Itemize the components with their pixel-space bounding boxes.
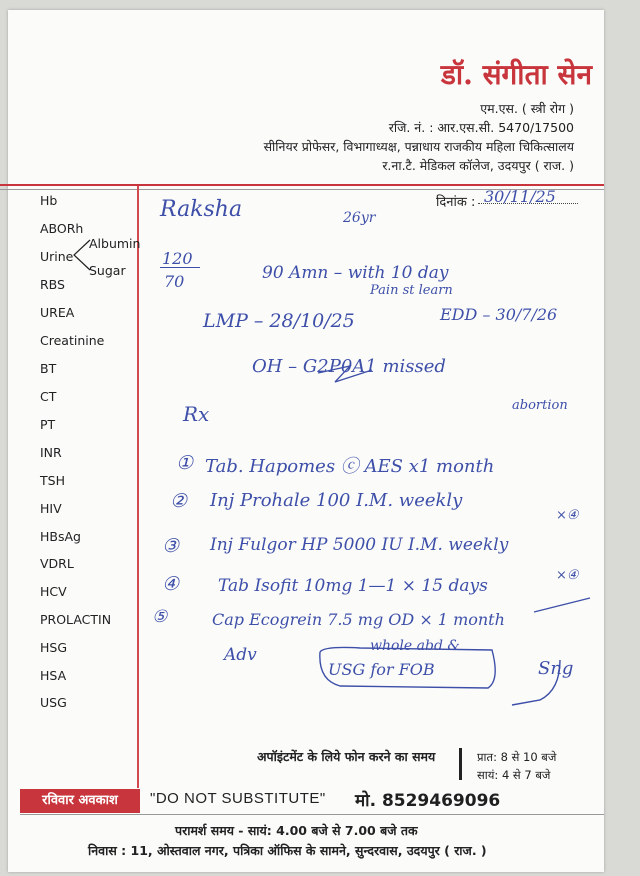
test-hsa: HSA — [40, 668, 67, 683]
date-value: 30/11/25 — [484, 187, 556, 206]
med-2-duration: ×④ — [556, 508, 579, 523]
test-bt: BT — [40, 361, 57, 376]
med-4: Tab Isofit 10mg 1—1 × 15 days — [218, 576, 488, 596]
registration-number: रजि. नं. : आर.एस.सी. 5470/17500 — [388, 120, 574, 135]
med-3-number: ③ — [162, 535, 180, 557]
appointment-label: अपॉइंटमेंट के लिये फोन करने का समय — [257, 749, 436, 764]
time-bracket — [459, 748, 468, 780]
med-2: Inj Prohale 100 I.M. weekly — [210, 490, 463, 511]
test-pt: PT — [40, 417, 56, 432]
doctor-name: डॉ. संगीता सेन — [440, 58, 592, 91]
test-rbs: RBS — [40, 277, 65, 292]
doctor-signature: Sng — [538, 658, 574, 679]
test-creatinine: Creatinine — [40, 333, 105, 348]
patient-name: Raksha — [160, 197, 243, 222]
usg-advice-1: whole abd & — [370, 638, 460, 654]
test-hbsag: HBsAg — [40, 529, 81, 544]
test-sugar: Sugar — [89, 263, 126, 278]
test-vdrl: VDRL — [40, 556, 74, 571]
test-albumin: Albumin — [89, 236, 141, 251]
test-hb: Hb — [40, 193, 58, 208]
test-urine: Urine — [40, 249, 74, 264]
residence-address: निवास : 11, ओस्तवाल नगर, पत्रिका ऑफिस के सामने, सुन्दरवास, उदयपुर ( राज. ) — [88, 843, 487, 858]
test-usg: USG — [40, 695, 67, 710]
test-hiv: HIV — [40, 501, 62, 516]
date-label: दिनांक : — [436, 195, 476, 210]
test-hsg: HSG — [40, 640, 68, 655]
morning-hours: प्रात: 8 से 10 बजे — [477, 750, 557, 764]
med-1-number: ① — [176, 452, 194, 474]
med-2-number: ② — [170, 490, 188, 512]
bp-diastolic: 70 — [164, 272, 185, 291]
med-3: Inj Fulgor HP 5000 IU I.M. weekly — [210, 535, 509, 555]
mobile-number: मो. 8529469096 — [355, 791, 501, 811]
patient-age: 26yr — [343, 210, 376, 226]
designation: सीनियर प्रोफेसर, विभागाध्यक्ष, पन्नाधाय राजकीय महिला चिकित्सालय — [263, 139, 574, 154]
complaint-note-2: Pain st learn — [370, 283, 453, 298]
lmp-note: LMP – 28/10/25 — [203, 310, 355, 332]
med-3-duration: ×④ — [556, 568, 579, 583]
footer-divider — [20, 814, 604, 815]
bp-systolic: 120 — [162, 249, 193, 268]
evening-hours: सायं: 4 से 7 बजे — [477, 768, 551, 782]
med-5: Cap Ecogrein 7.5 mg OD × 1 month — [212, 610, 505, 629]
test-aborh: ABORh — [40, 221, 84, 236]
college: र.ना.टै. मेडिकल कॉलेज, उदयपुर ( राज. ) — [382, 158, 574, 173]
test-hcv: HCV — [40, 584, 67, 599]
complaint-note: 90 Amn – with 10 day — [262, 263, 449, 283]
test-urea: UREA — [40, 305, 75, 320]
test-tsh: TSH — [40, 473, 65, 488]
advice-label: Adv — [224, 645, 257, 665]
test-ct: CT — [40, 389, 57, 404]
test-inr: INR — [40, 445, 62, 460]
doctor-degree: एम.एस. ( स्त्री रोग ) — [480, 101, 574, 116]
obstetric-history-2: abortion — [512, 398, 568, 413]
med-4-number: ④ — [162, 573, 180, 595]
usg-advice-2: USG for FOB — [328, 660, 435, 679]
med-1: Tab. Hapomes ⓒ AES x1 month — [205, 456, 495, 477]
do-not-substitute: "DO NOT SUBSTITUTE" — [150, 790, 326, 807]
rx-symbol: Rx — [183, 402, 210, 426]
sunday-holiday-badge: रविवार अवकाश — [20, 789, 140, 813]
obstetric-history: OH – G2P0A1 missed — [252, 356, 446, 377]
med-5-number: ⑤ — [152, 607, 168, 627]
consultation-time: परामर्श समय - सायं: 4.00 बजे से 7.00 बजे तक — [175, 823, 418, 838]
test-prolactin: PROLACTIN — [40, 612, 112, 627]
edd-note: EDD – 30/7/26 — [440, 305, 558, 324]
